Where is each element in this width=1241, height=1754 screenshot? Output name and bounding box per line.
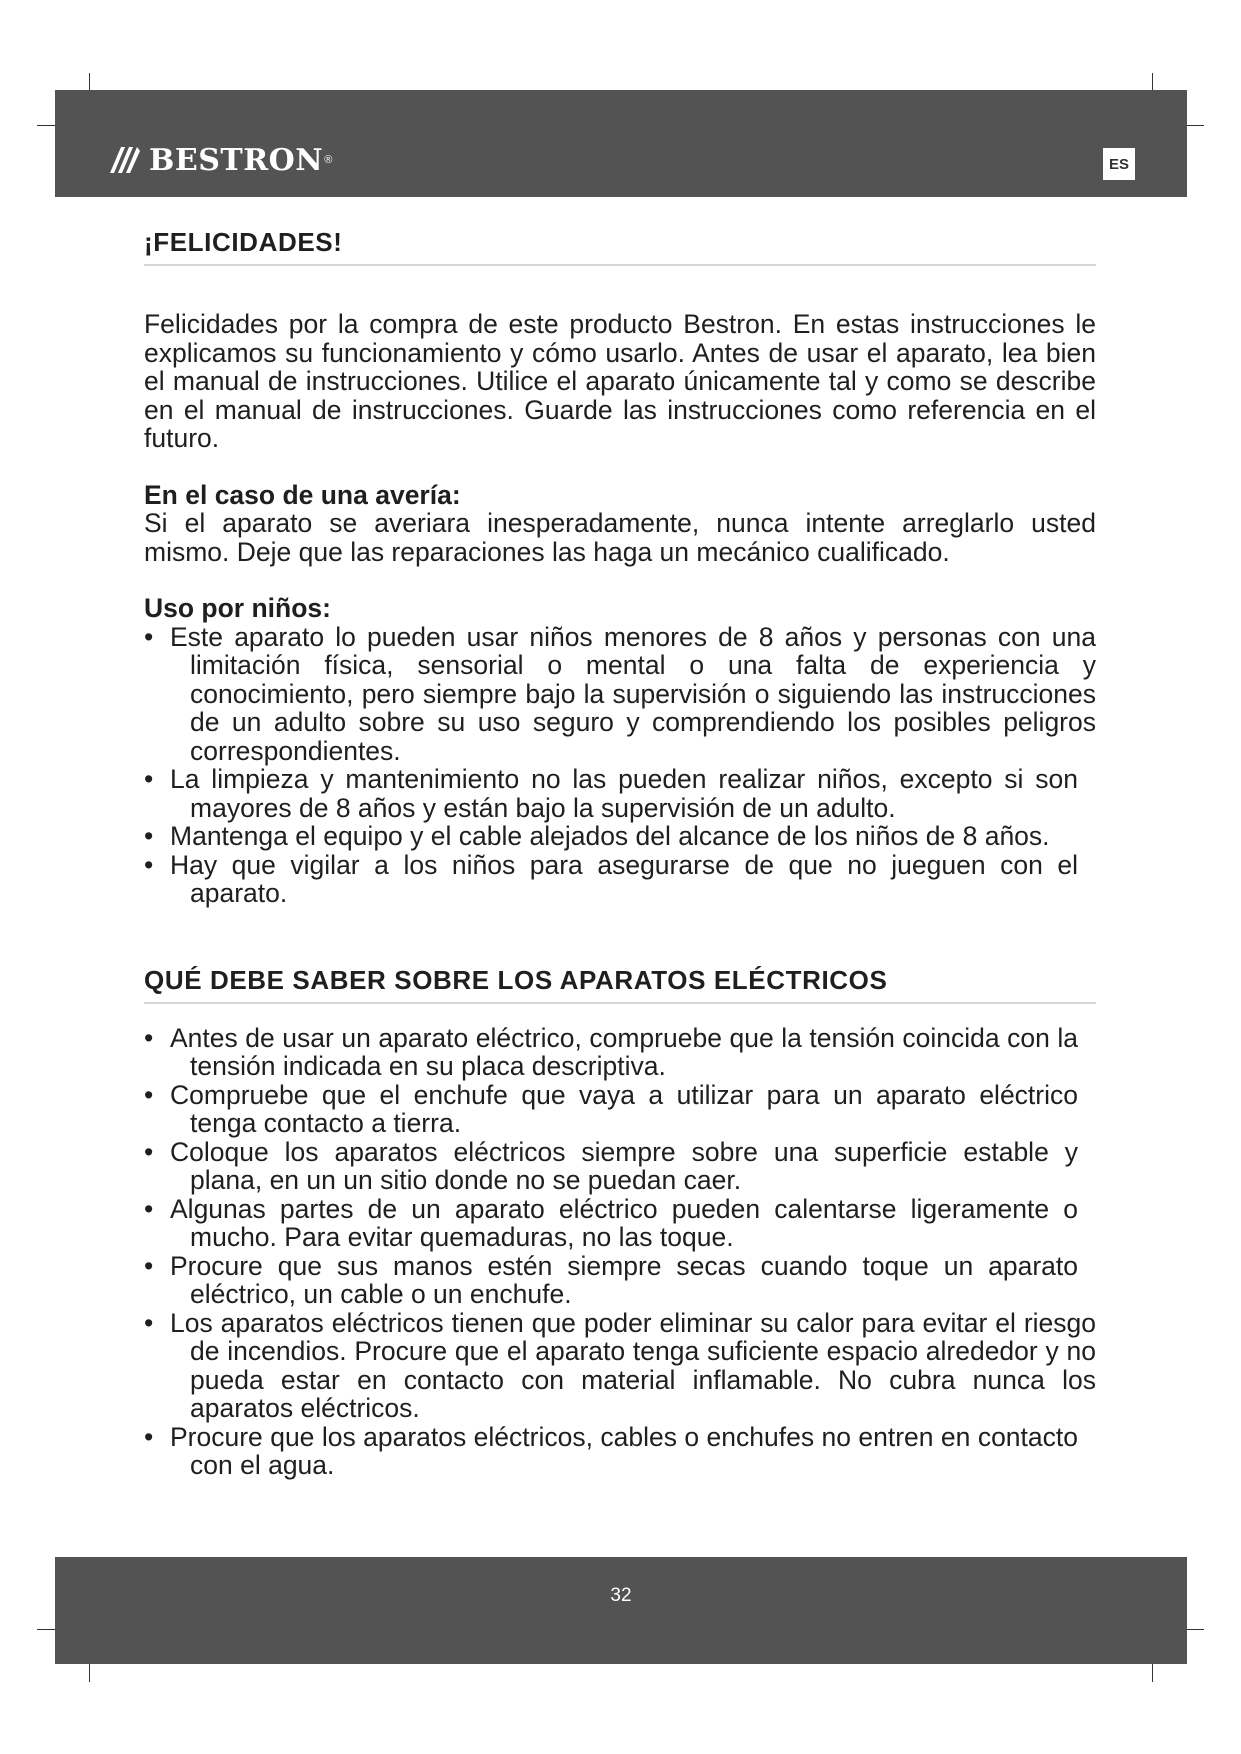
brand-chevron-icon [107, 143, 141, 177]
list-item: • Mantenga el equipo y el cable alejados del alcance de los niños de 8 años. [144, 822, 1096, 851]
list-item: • Este aparato lo pueden usar niños menores de 8 años y personas con una limitación física, sensorial o mental o una falta de experiencia y conocimiento, pero siempre bajo la supervisión o siguiendo las instrucciones de un adulto sobre su uso seguro y comprendiendo los posibles peligros correspondientes. [144, 623, 1096, 766]
language-badge: ES [1103, 148, 1135, 180]
registered-mark: ® [324, 154, 333, 166]
intro-paragraph: Felicidades por la compra de este producto Bestron. En estas instrucciones le explicamos su funcionamiento y cómo usarlo. Antes de usar el aparato, lea bien el manual de instrucciones. Utilice el aparato únicamente tal y como se describe en el manual de instrucciones. Guarde las instrucciones como referencia en el futuro. [144, 309, 1096, 453]
brand-logo [107, 140, 332, 180]
breakdown-heading: En el caso de una avería: [144, 479, 461, 510]
footer-bar [55, 1557, 1187, 1664]
children-heading: Uso por niños: [144, 593, 331, 623]
list-item: • Procure que sus manos estén siempre secas cuando toque un aparato eléctrico, un cable o un enchufe. [144, 1252, 1096, 1309]
electrical-list [144, 1024, 1096, 1480]
page-content [144, 226, 1096, 1480]
list-item: • Procure que los aparatos eléctricos, cables o enchufes no entren en contacto con el agua. [144, 1423, 1096, 1480]
header-bar [55, 90, 1187, 197]
breakdown-paragraph: Si el aparato se averiara inesperadamente, nunca intente arreglarlo usted mismo. Deje que las reparaciones las haga un mecánico cualificado. [144, 508, 1096, 567]
section-title-congrats: ¡FELICIDADES! [144, 226, 1096, 266]
page-number: 32 [610, 1585, 632, 1606]
list-item: • Compruebe que el enchufe que vaya a utilizar para un aparato eléctrico tenga contacto a tierra. [144, 1081, 1096, 1138]
children-list [144, 623, 1096, 908]
list-item: • Coloque los aparatos eléctricos siempre sobre una superficie estable y plana, en un un sitio donde no se puedan caer. [144, 1138, 1096, 1195]
list-item: • Antes de usar un aparato eléctrico, compruebe que la tensión coincida con la tensión indicada en su placa descriptiva. [144, 1024, 1096, 1081]
list-item: • Hay que vigilar a los niños para asegurarse de que no jueguen con el aparato. [144, 851, 1096, 908]
list-item: • La limpieza y mantenimiento no las pueden realizar niños, excepto si son mayores de 8 años y están bajo la supervisión de un adulto. [144, 765, 1096, 822]
list-item: • Algunas partes de un aparato eléctrico pueden calentarse ligeramente o mucho. Para evitar quemaduras, no las toque. [144, 1195, 1096, 1252]
list-item: • Los aparatos eléctricos tienen que poder eliminar su calor para evitar el riesgo de incendios. Procure que el aparato tenga suficiente espacio alrededor y no pueda estar en contacto con material inflamable. No cubra nunca los aparatos eléctricos. [144, 1309, 1096, 1423]
section-title-electrical: QUÉ DEBE SABER SOBRE LOS APARATOS ELÉCTRICOS [144, 964, 1096, 1004]
brand-name: BESTRON [149, 142, 324, 178]
